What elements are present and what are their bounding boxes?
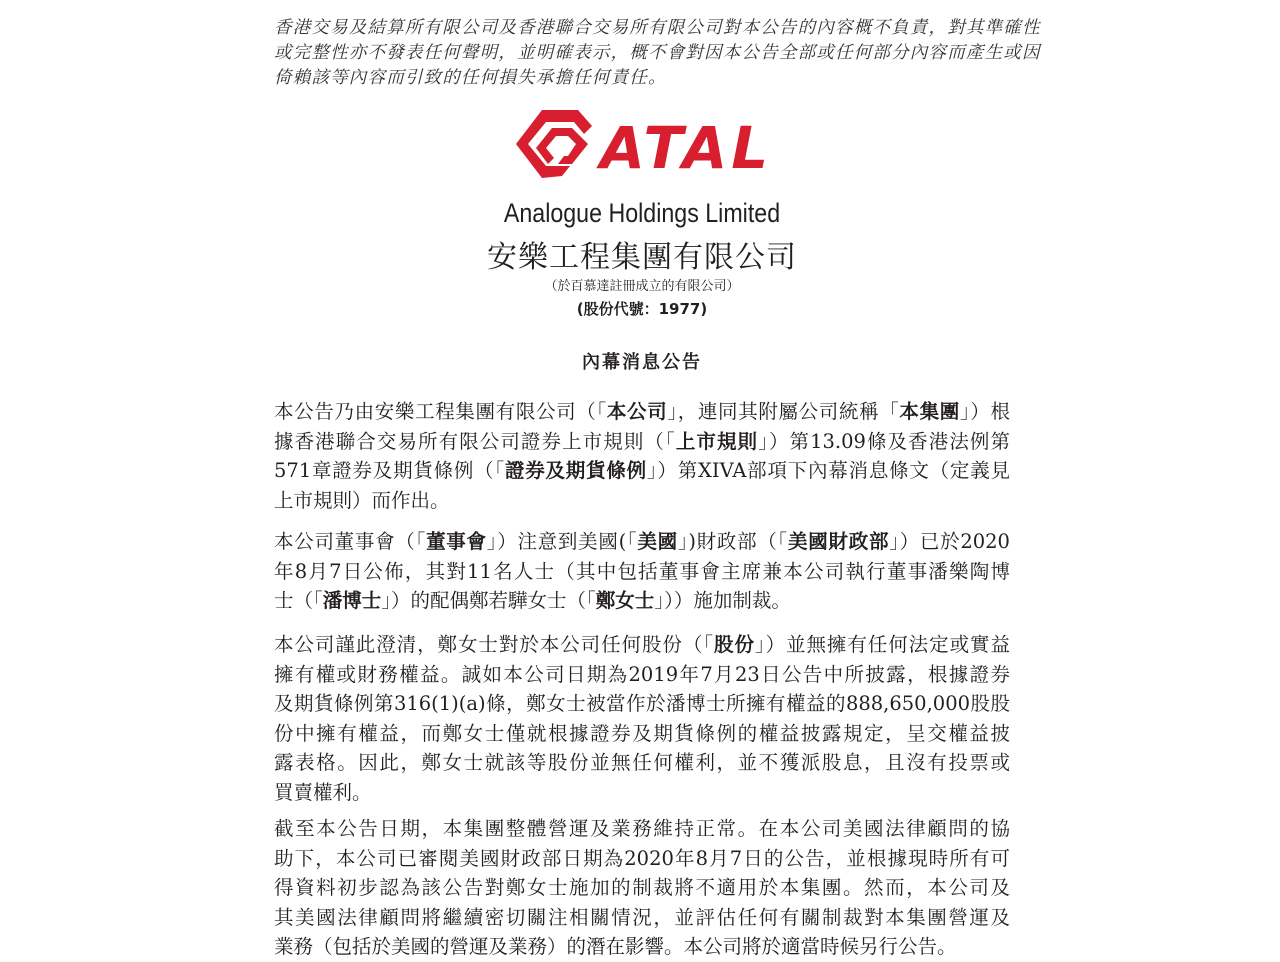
defined-term: 上市規則 (675, 429, 759, 453)
disclaimer-line: 倚賴該等內容而引致的任何損失承擔任何責任。 (274, 68, 667, 88)
paragraph-line (274, 844, 1010, 874)
text-run: 」）第13.09條及香港法例第 (758, 429, 1010, 453)
defined-term: 股份 (714, 633, 755, 656)
text-run: 業務（包括於美國的營運及業務）的潛在影響。本公司將於適當時候另行公告。 (274, 935, 957, 958)
paragraph-line (274, 557, 1010, 587)
paragraph-line (274, 660, 1010, 690)
defined-term: 美國 (637, 530, 678, 553)
defined-term: 美國財政部 (788, 530, 890, 553)
paragraph-line (274, 932, 1010, 962)
paragraph-line (274, 456, 1010, 486)
company-logo (514, 106, 774, 182)
paragraph-line (274, 630, 1010, 660)
text-run: 據香港聯合交易所有限公司證券上市規則（「 (274, 429, 676, 453)
paragraph-line (274, 873, 1010, 903)
paragraph-line (274, 903, 1010, 933)
hexagon-logo-icon (514, 106, 774, 182)
defined-term: 本公司 (606, 400, 668, 423)
text-run: 得資料初步認為該公告對鄭女士施加的制裁將不適用於本集團。然而，本公司及 (274, 876, 1010, 899)
stock-code: (股份代號：1977) (576, 300, 708, 318)
text-run: 」）第XIVA部項下內幕消息條文（定義見 (646, 459, 1010, 482)
text-run: 」））施加制裁。 (654, 589, 791, 612)
paragraph-line (274, 586, 1010, 616)
text-run: 擁有權或財務權益。誠如本公司日期為2019年7月23日公告中所披露，根據證券 (274, 662, 1010, 686)
defined-term: 潘博士 (322, 589, 382, 612)
text-run: 年8月7日公佈，其對11名人士（其中包括董事會主席兼本公司執行董事潘樂陶博 (274, 559, 1010, 583)
company-name-en: Analogue Holdings Limited (503, 198, 781, 228)
text-run: 其美國法律顧問將繼續密切關注相關情況，並評估任何有關制裁對本集團營運及 (274, 905, 1010, 929)
paragraph-line (274, 814, 1010, 844)
paragraph (274, 814, 1010, 962)
text-run: 」）注意到美國(「 (486, 530, 638, 553)
paragraph (274, 630, 1010, 807)
text-run: 上市規則）而作出。 (274, 488, 450, 512)
text-run: 」)財政部（「 (677, 530, 789, 553)
text-run: 本公司謹此澄清，鄭女士對於本公司任何股份（「 (274, 633, 714, 656)
text-run: 買賣權利。 (274, 780, 372, 804)
text-run: 士（「 (274, 589, 323, 612)
text-run: 助下，本公司已審閱美國財政部日期為2020年8月7日的公告，並根據現時所有可 (274, 846, 1010, 870)
text-run: 本公司董事會（「 (274, 530, 427, 553)
defined-term: 董事會 (426, 530, 487, 553)
text-run: 截至本公告日期，本集團整體營運及業務維持正常。在本公司美國法律顧問的協 (274, 817, 1010, 840)
text-run: 份中擁有權益，而鄭女士僅就根據證券及期貨條例的權益披露規定，呈交權益披 (274, 721, 1010, 745)
paragraph-line (274, 397, 1010, 427)
disclaimer-line: 香港交易及結算所有限公司及香港聯合交易所有限公司對本公告的內容概不負責，對其準確性 (274, 18, 1041, 38)
defined-term: 本集團 (899, 400, 960, 423)
defined-term: 證券及期貨條例 (504, 459, 647, 482)
paragraph (274, 397, 1010, 515)
disclaimer (274, 16, 1041, 91)
defined-term: 鄭女士 (595, 589, 655, 612)
logo-text: ATAL (600, 114, 773, 182)
paragraph-line (274, 527, 1010, 557)
text-run: 」）根 (959, 400, 1010, 423)
text-run: 571章證券及期貨條例（「 (274, 459, 505, 482)
text-run: 露表格。因此，鄭女士就該等股份並無任何權利，並不獲派股息，且沒有投票或 (274, 751, 1010, 774)
text-run: 」）已於2020 (889, 530, 1010, 553)
text-run: 及期貨條例第316(1)(a)條，鄭女士被當作於潘博士所擁有權益的888,650,000股股 (274, 692, 1010, 715)
paragraph (274, 527, 1010, 616)
paragraph-line (274, 778, 1010, 808)
text-run: 」）並無擁有任何法定或實益 (754, 633, 1010, 656)
text-run: 」）的配偶鄭若驊女士（「 (381, 589, 596, 612)
paragraph-line (274, 486, 1010, 516)
paragraph-line (274, 427, 1010, 457)
company-name-zh: 安樂工程集團有限公司 (487, 240, 797, 275)
announcement-title: 內幕消息公告 (582, 352, 702, 373)
paragraph-line (274, 719, 1010, 749)
text-run: 」，連同其附屬公司統稱「 (667, 400, 900, 423)
incorporation-note: （於百慕達註冊成立的有限公司） (544, 279, 740, 294)
paragraph-line (274, 748, 1010, 778)
disclaimer-line: 或完整性亦不發表任何聲明，並明確表示，概不會對因本公告全部或任何部分內容而產生或因 (274, 43, 1041, 63)
text-run: 本公告乃由安樂工程集團有限公司（「 (274, 400, 607, 423)
paragraph-line (274, 689, 1010, 719)
